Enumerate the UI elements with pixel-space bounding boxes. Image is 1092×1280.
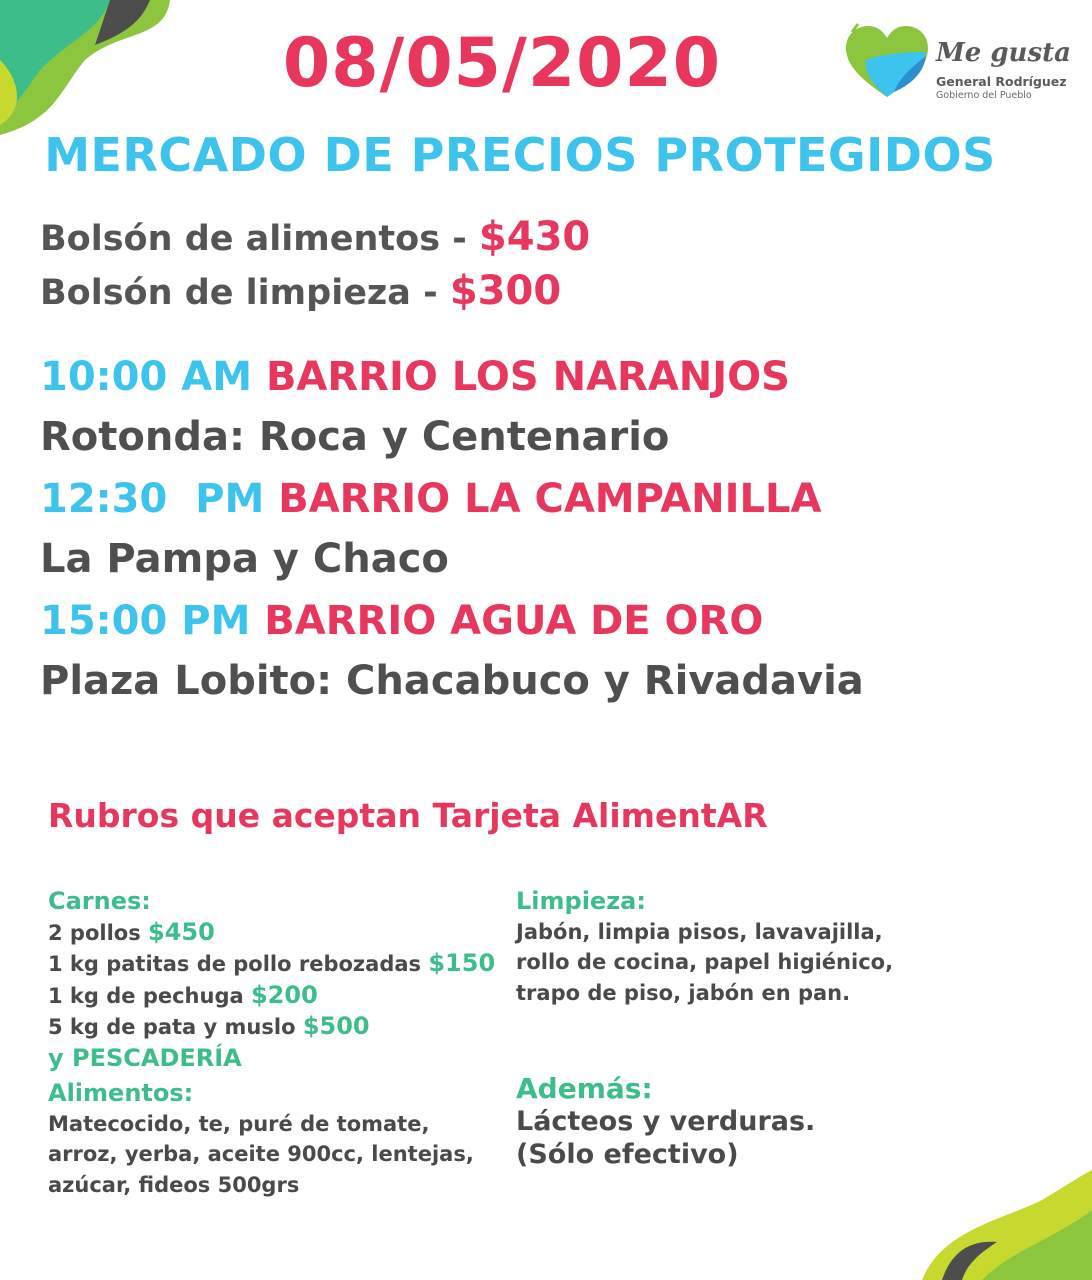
logo <box>842 22 1072 106</box>
logo-tagline: Gobierno del Pueblo <box>936 90 1032 101</box>
schedule-address-3: Plaza Lobito: Chacabuco y Rivadavia <box>40 658 864 704</box>
schedule-heading-2 <box>40 476 821 522</box>
list-item: 1 kg de pechuga $200 <box>48 980 318 1009</box>
list-item: 5 kg de pata y muslo $500 <box>48 1012 370 1040</box>
logo-subtitle: General Rodríguez <box>936 74 1067 89</box>
ademas-section <box>516 1074 815 1171</box>
list-item: trapo de piso, jabón en pan. <box>516 980 851 1005</box>
price-line-limpieza <box>40 268 561 314</box>
schedule-barrio: BARRIO LOS NARANJOS <box>265 354 790 400</box>
carnes-section <box>48 886 495 1073</box>
list-item: Lácteos y verduras. <box>516 1105 816 1137</box>
schedule-heading-1 <box>40 354 790 400</box>
schedule-time: 12:30 PM <box>40 476 279 522</box>
alimentos-section <box>48 1078 474 1200</box>
list-item: (Sólo efectivo) <box>516 1138 739 1170</box>
schedule-heading-3 <box>40 598 763 644</box>
limpieza-section <box>516 886 893 1008</box>
list-item: 1 kg patitas de pollo rebozadas $150 <box>48 949 496 977</box>
schedule-time: 10:00 AM <box>40 354 266 400</box>
list-item: rollo de cocina, papel higiénico, <box>516 950 894 974</box>
price-label: Bolsón de limpieza - <box>40 273 450 313</box>
logo-main-text: Me gusta <box>936 38 1071 68</box>
price-amount: $300 <box>449 268 562 314</box>
list-item: Matecocido, te, puré de tomate, <box>48 1111 430 1136</box>
decorative-corner-bottom-right <box>922 1170 1092 1280</box>
ademas-title: Además: <box>516 1072 653 1105</box>
schedule-time: 15:00 PM <box>40 598 265 644</box>
carnes-title: Carnes: <box>48 887 151 915</box>
schedule-barrio: BARRIO AGUA DE ORO <box>264 598 764 644</box>
date-title: 08/05/2020 <box>282 24 722 103</box>
limpieza-title: Limpieza: <box>516 887 646 915</box>
schedule-address-1: Rotonda: Roca y Centenario <box>40 414 670 460</box>
list-item: Jabón, limpia pisos, lavavajilla, <box>516 919 883 944</box>
list-item: 2 pollos $450 <box>48 917 215 946</box>
headline: MERCADO DE PRECIOS PROTEGIDOS <box>44 128 996 182</box>
rubros-title: Rubros que aceptan Tarjeta AlimentAR <box>48 796 768 835</box>
heart-logo-icon <box>842 22 932 102</box>
price-label: Bolsón de alimentos - <box>40 219 479 259</box>
schedule-barrio: BARRIO LA CAMPANILLA <box>278 476 822 522</box>
price-amount: $430 <box>478 214 591 260</box>
list-item: arroz, yerba, aceite 900cc, lentejas, <box>48 1142 474 1166</box>
alimentos-title: Alimentos: <box>48 1079 194 1107</box>
price-line-alimentos <box>40 214 590 260</box>
pescaderia-note: y PESCADERÍA <box>48 1043 242 1072</box>
schedule-address-2: La Pampa y Chaco <box>40 536 449 582</box>
list-item: azúcar, fideos 500grs <box>48 1172 300 1197</box>
